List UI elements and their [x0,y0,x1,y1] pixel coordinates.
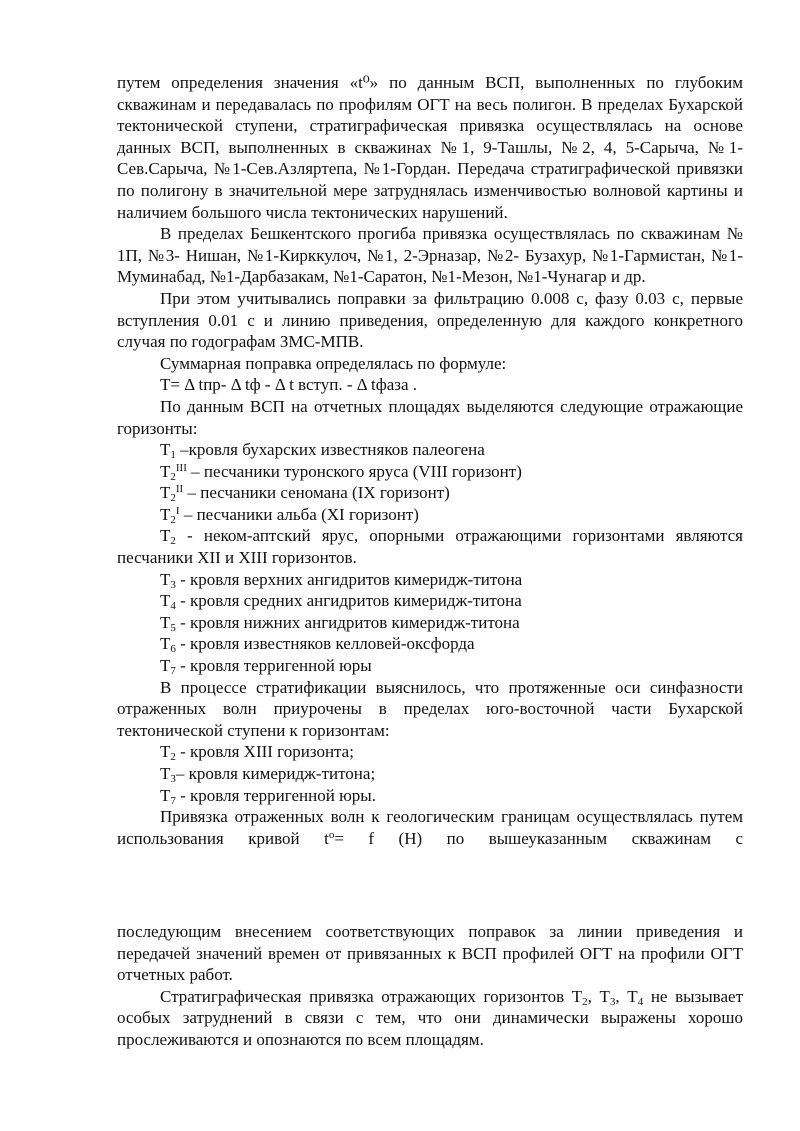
paragraph-5: По данным ВСП на отчетных площадях выделяются следующие отражающие горизонты: [117,396,743,438]
horizon-item [117,763,743,785]
horizon-item [117,590,743,612]
horizon-text: – песчаники сеномана (IX горизонт) [183,483,450,503]
horizon-symbol: Т [160,764,171,783]
horizon-symbol: Т [160,483,171,503]
horizon-subscript: 2 [170,492,176,505]
paragraph-6-text: - неком-аптский ярус, опорными отражающими горизонтами являются песчаники XII и XIII горизонтов. [117,526,743,568]
horizon-text: - кровля средних ангидритов кимеридж-титона [175,591,522,611]
paragraph-8-text-end: = f (H) по вышеуказанным скважинам с [334,828,743,848]
horizon-subscript: 7 [170,794,176,807]
paragraph-9: последующим внесением соответствующих поправок за линии приведения и передачей значений времен от привязанных к ВСП профилей ОГТ на профили ОГТ отчетных работ. [117,922,743,985]
horizon-subscript: 5 [170,621,176,634]
horizon-symbol: Т [160,785,171,805]
paragraph-10-text: Стратиграфическая привязка отражающих горизонтов Т [160,986,583,1006]
paragraph-4: Суммарная поправка определялась по формуле: [160,353,507,373]
horizon-item [117,633,743,655]
horizon-text: - кровля верхних ангидритов кимеридж-титона [175,569,523,589]
horizon-subscript: 1 [170,449,176,462]
horizon-text: - кровля нижних ангидритов кимеридж-титона [175,612,520,632]
horizon-text: – песчаники туронского яруса (VIII горизонт) [186,461,522,481]
horizon-symbol: Т [160,656,171,676]
horizon-list-2 [117,569,743,677]
horizon-text: - кровля терригенной юры. [175,785,376,805]
horizon-symbol: Т [160,634,171,654]
horizon-list [117,439,743,525]
horizon-subscript: 2 [170,513,176,526]
horizon-symbol: Т [160,569,171,589]
horizon-text: - кровля XIII горизонта; [175,742,354,762]
paragraph-2: В пределах Бешкентского прогиба привязка осуществлялась по скважинам № 1П, №3- Нишан, №1-Кирккулоч, №1, 2-Эрназар, №2- Бузахур, №1-Гармистан, №1-Муминабад, №1-Дарбазакам, №1-Саратон, №1-Мезон, №1-Чунагар и др. [117,224,743,287]
horizon-symbol: Т [160,461,171,481]
paragraph-7: В процессе стратификации выяснилось, что протяженные оси синфазности отраженных волн приурочены в пределах юго-восточной части Бухарской тектонической ступени к горизонтам: [117,677,743,740]
horizon-item [117,569,743,591]
horizon-subscript: 2 [170,470,176,483]
document-body-bottom [117,921,743,1051]
horizon-text: - кровля терригенной юры [175,656,372,676]
paragraph-8-text: Привязка отраженных волн к геологическим границам осуществлялась путем использования кривой t [117,807,743,848]
horizon-symbol: Т [160,440,171,460]
horizon-item [117,655,743,677]
paragraph-8 [117,806,743,849]
horizon-list-3 [117,741,743,806]
paragraph-6 [117,525,743,568]
horizon-superscript: I [175,504,180,517]
paragraph-1: путем определения значения «t⁰» по данным ВСП, выполненных по глубоким скважинам и передавалась по профилям ОГТ на весь полигон. В пределах Бухарской тектонической ступени, стратиграфическая привязка осуществлялась на основе данных ВСП, выполненных в скважинах №1, 9-Ташлы, №2, 4, 5-Сарыча, №1-Сев.Сарыча, №1-Сев.Азляртепа, №1-Гордан. Передача стратиграфической привязки по полигону в значительной мере затруднялась изменчивостью волновой картины и наличием большого числа тектонических нарушений. [117,73,743,222]
horizon-subscript: 2 [170,751,176,764]
paragraph-10-sep: , Т [615,986,638,1006]
horizon-superscript: III [175,461,187,474]
horizon-item [117,504,743,526]
horizon-subscript: 2 [170,535,176,548]
horizon-superscript: II [175,483,184,496]
horizon-symbol: Т [160,742,171,762]
horizon-item [117,439,743,461]
horizon-symbol: Т [160,526,171,546]
horizon-symbol: Т [160,612,171,632]
horizon-item [117,461,743,483]
horizon-text: – кровля кимеридж-титона; [175,764,376,783]
subscript: 3 [609,995,616,1008]
horizon-text: –кровля бухарских известняков палеогена [175,440,485,460]
superscript: o [328,828,335,841]
paragraph-10 [117,986,743,1051]
horizon-item [117,741,743,763]
horizon-item [117,785,743,807]
horizon-item [117,612,743,634]
horizon-subscript: 3 [170,578,176,591]
horizon-item [117,482,743,504]
horizon-subscript: 6 [170,643,176,656]
horizon-text: – песчаники альба (XI горизонт) [179,504,419,524]
horizon-subscript: 3 [170,773,176,785]
subscript: 4 [637,995,644,1008]
horizon-subscript: 7 [170,665,176,678]
horizon-text: - кровля известняков келловей-оксфорда [175,634,475,654]
paragraph-3: При этом учитывались поправки за фильтрацию 0.008 с, фазу 0.03 с, первые вступления 0.01 с и линию приведения, определенную для каждого конкретного случая по годографам ЗМС-МПВ. [117,288,743,352]
subscript: 2 [582,995,588,1008]
paragraph-10-sep: , Т [587,986,610,1006]
paragraph-10-text-end: не вызывает особых затруднений в связи с тем, что они динамически выражены хорошо прослеживаются и опознаются по всем площадям. [117,986,743,1049]
horizon-subscript: 4 [170,600,176,613]
document-body-top [117,72,743,849]
formula: Т= Δ tпр- Δ tф - Δ t вступ. - Δ tфаза . [160,375,418,395]
horizon-symbol: Т [160,504,171,524]
horizon-symbol: Т [160,591,171,611]
